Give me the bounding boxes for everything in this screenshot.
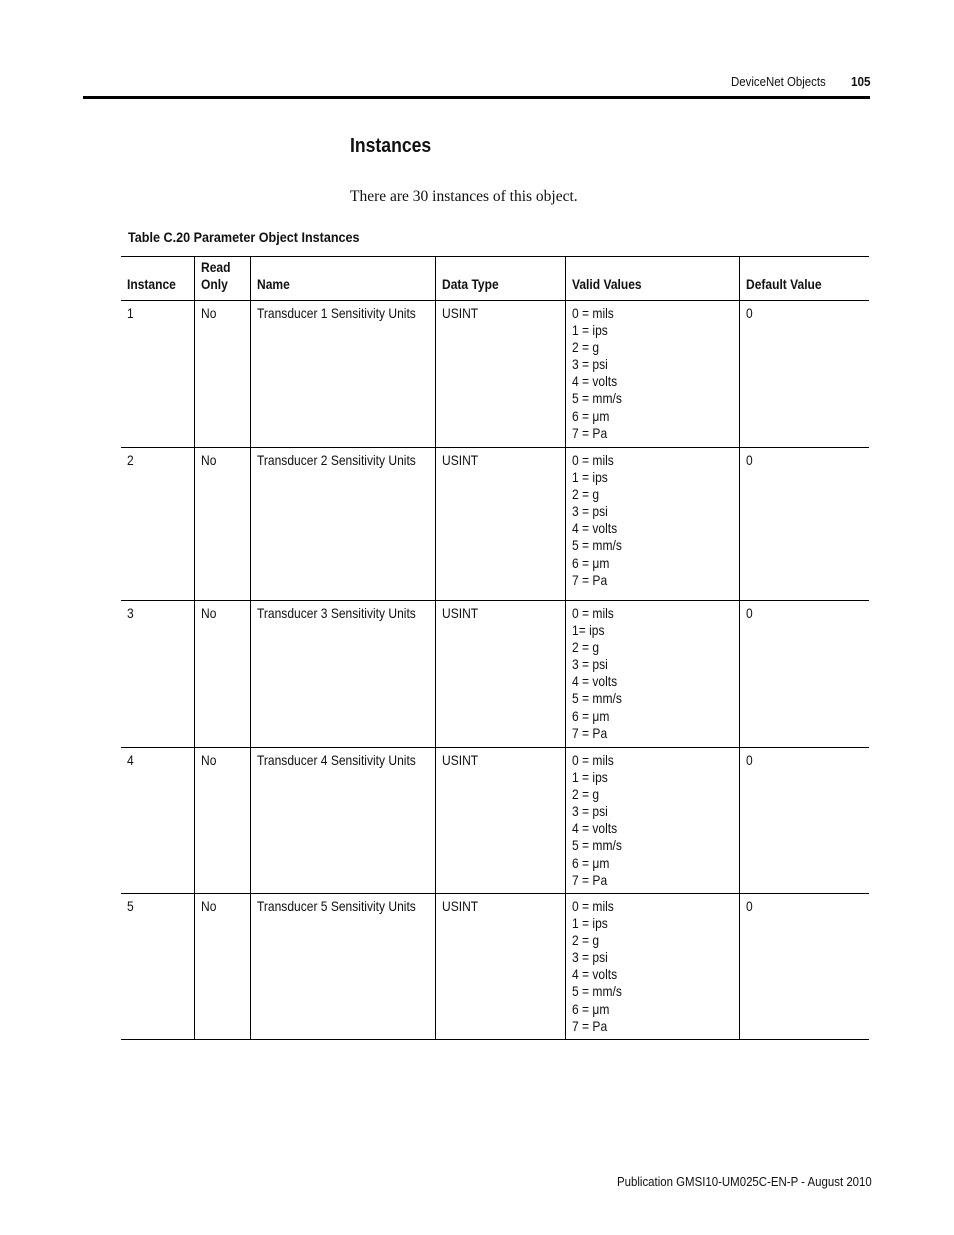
valid-value-item: 7 = Pa (571, 1017, 607, 1034)
valid-value-item: 5 = mm/s (571, 390, 622, 407)
valid-value-item: 4 = volts (571, 966, 617, 983)
cell-read-only: No (194, 894, 250, 1040)
table-caption: Table C.20 Parameter Object Instances (128, 229, 360, 245)
cell-instance: 2 (127, 452, 134, 468)
table-row (121, 894, 869, 1040)
valid-value-item: 7 = Pa (571, 424, 607, 441)
cell-data-type: USINT (435, 448, 565, 601)
valid-value-item: 1= ips (571, 622, 604, 639)
column-header-data-type: Data Type (435, 257, 565, 301)
column-header-read-only: Read Only (194, 257, 250, 301)
valid-value-item: 2 = g (571, 339, 599, 356)
cell-name: Transducer 5 Sensitivity Units (250, 894, 435, 1040)
cell-name: Transducer 4 Sensitivity Units (250, 748, 435, 894)
valid-value-item: 1 = ips (571, 769, 608, 786)
valid-value-item: 6 = μm (571, 1000, 609, 1017)
valid-value-item: 4 = volts (571, 673, 617, 690)
cell-data-type: USINT (435, 301, 565, 448)
valid-value-item: 5 = mm/s (571, 537, 622, 554)
table-row (121, 448, 869, 601)
cell-name: Transducer 1 Sensitivity Units (250, 301, 435, 448)
valid-value-item: 5 = mm/s (571, 983, 622, 1000)
cell-valid-values (565, 448, 739, 601)
cell-valid-values (565, 748, 739, 894)
cell-data-type: USINT (435, 748, 565, 894)
cell-instance: 5 (127, 898, 134, 914)
cell-default-value: 0 (739, 301, 869, 448)
valid-value-item: 6 = μm (571, 407, 609, 424)
valid-value-item: 1 = ips (571, 915, 608, 932)
cell-default-value: 0 (739, 448, 869, 601)
table-body (121, 301, 869, 1040)
valid-value-item: 6 = μm (571, 854, 609, 871)
valid-value-item: 1 = ips (571, 322, 608, 339)
valid-value-item: 2 = g (571, 486, 599, 503)
cell-valid-values (565, 601, 739, 748)
parameter-object-instances-table (121, 256, 869, 1040)
valid-value-item: 0 = mils (571, 752, 614, 768)
valid-value-item: 2 = g (571, 786, 599, 803)
valid-value-item: 4 = volts (571, 520, 617, 537)
table-row (121, 601, 869, 748)
cell-read-only: No (194, 748, 250, 894)
valid-value-item: 5 = mm/s (571, 837, 622, 854)
valid-value-item: 6 = μm (571, 707, 609, 724)
intro-text: There are 30 instances of this object. (350, 188, 578, 205)
cell-instance: 3 (127, 605, 134, 621)
column-header-name: Name (250, 257, 435, 301)
cell-read-only: No (194, 301, 250, 448)
cell-data-type: USINT (435, 894, 565, 1040)
valid-value-item: 7 = Pa (571, 571, 607, 588)
valid-value-item: 3 = psi (571, 949, 608, 966)
valid-value-item: 4 = volts (571, 373, 617, 390)
cell-default-value: 0 (739, 894, 869, 1040)
valid-value-item: 6 = μm (571, 554, 609, 571)
table-header-row (121, 257, 869, 301)
cell-valid-values (565, 894, 739, 1040)
column-header-instance: Instance (127, 276, 176, 292)
page-number: 105 (851, 74, 871, 89)
valid-value-item: 3 = psi (571, 356, 608, 373)
table-row (121, 748, 869, 894)
valid-value-item: 7 = Pa (571, 871, 607, 888)
valid-value-item: 3 = psi (571, 656, 608, 673)
valid-value-item: 5 = mm/s (571, 690, 622, 707)
valid-value-item: 0 = mils (571, 452, 614, 468)
valid-value-item: 3 = psi (571, 503, 608, 520)
cell-name: Transducer 3 Sensitivity Units (250, 601, 435, 748)
valid-value-item: 1 = ips (571, 469, 608, 486)
valid-value-item: 2 = g (571, 639, 599, 656)
cell-instance: 1 (127, 305, 134, 321)
valid-value-item: 0 = mils (571, 898, 614, 914)
valid-value-item: 3 = psi (571, 803, 608, 820)
cell-default-value: 0 (739, 601, 869, 748)
table-row (121, 301, 869, 448)
publication-footer: Publication GMSI10-UM025C-EN-P - August 2010 (617, 1174, 872, 1189)
cell-instance: 4 (127, 752, 134, 768)
valid-value-item: 0 = mils (571, 305, 614, 321)
cell-read-only: No (194, 448, 250, 601)
cell-name: Transducer 2 Sensitivity Units (250, 448, 435, 601)
cell-data-type: USINT (435, 601, 565, 748)
valid-value-item: 2 = g (571, 932, 599, 949)
valid-value-item: 0 = mils (571, 605, 614, 621)
column-header-valid-values: Valid Values (565, 257, 739, 301)
cell-read-only: No (194, 601, 250, 748)
section-title: Instances (350, 135, 432, 157)
cell-valid-values (565, 301, 739, 448)
valid-value-item: 4 = volts (571, 820, 617, 837)
valid-value-item: 7 = Pa (571, 724, 607, 741)
column-header-default-value: Default Value (739, 257, 869, 301)
header-rule (83, 96, 870, 99)
header-section-title: DeviceNet Objects (731, 74, 826, 89)
cell-default-value: 0 (739, 748, 869, 894)
